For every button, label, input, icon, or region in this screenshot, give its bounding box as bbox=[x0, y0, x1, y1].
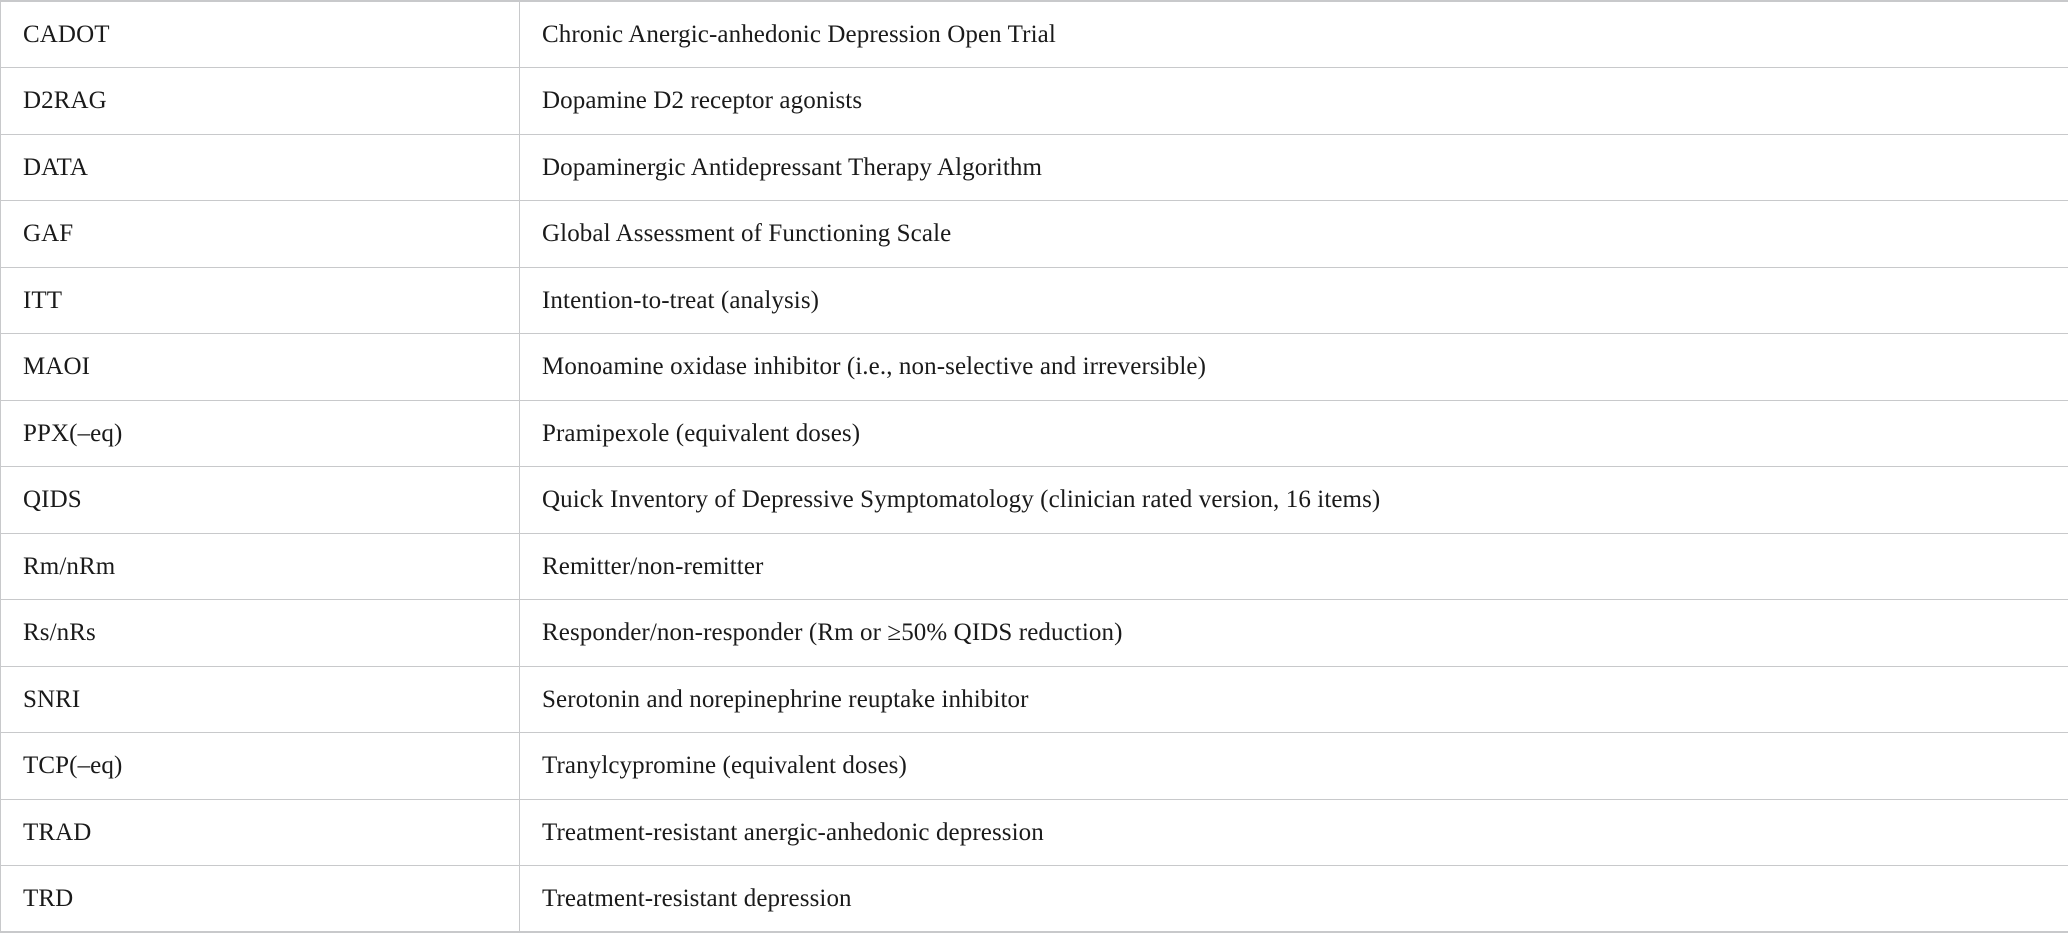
table-row bbox=[1, 134, 2068, 201]
abbreviations-table-body bbox=[1, 1, 2068, 932]
table-row bbox=[1, 467, 2068, 534]
abbreviation-cell: D2RAG bbox=[1, 68, 520, 135]
abbreviation-cell: GAF bbox=[1, 201, 520, 268]
definition-cell: Dopamine D2 receptor agonists bbox=[520, 68, 2068, 135]
table-row bbox=[1, 799, 2068, 866]
definition-cell: Global Assessment of Functioning Scale bbox=[520, 201, 2068, 268]
abbreviation-cell: TRD bbox=[1, 866, 520, 933]
table-row bbox=[1, 866, 2068, 933]
table-row bbox=[1, 201, 2068, 268]
abbreviation-cell: CADOT bbox=[1, 1, 520, 68]
definition-cell: Remitter/non-remitter bbox=[520, 533, 2068, 600]
table-row bbox=[1, 68, 2068, 135]
table-row bbox=[1, 334, 2068, 401]
table-row bbox=[1, 600, 2068, 667]
definition-cell: Monoamine oxidase inhibitor (i.e., non-selective and irreversible) bbox=[520, 334, 2068, 401]
table-row bbox=[1, 533, 2068, 600]
definition-cell: Quick Inventory of Depressive Symptomatology (clinician rated version, 16 items) bbox=[520, 467, 2068, 534]
abbreviation-cell: Rm/nRm bbox=[1, 533, 520, 600]
definition-cell: Chronic Anergic-anhedonic Depression Open Trial bbox=[520, 1, 2068, 68]
definition-cell: Pramipexole (equivalent doses) bbox=[520, 400, 2068, 467]
definition-cell: Treatment-resistant depression bbox=[520, 866, 2068, 933]
definition-cell: Dopaminergic Antidepressant Therapy Algorithm bbox=[520, 134, 2068, 201]
abbreviation-cell: MAOI bbox=[1, 334, 520, 401]
definition-cell: Treatment-resistant anergic-anhedonic depression bbox=[520, 799, 2068, 866]
definition-cell: Intention-to-treat (analysis) bbox=[520, 267, 2068, 334]
table-row bbox=[1, 666, 2068, 733]
abbreviation-cell: DATA bbox=[1, 134, 520, 201]
table-row bbox=[1, 400, 2068, 467]
abbreviation-cell: PPX(–eq) bbox=[1, 400, 520, 467]
abbreviation-cell: TCP(–eq) bbox=[1, 733, 520, 800]
abbreviation-cell: QIDS bbox=[1, 467, 520, 534]
abbreviation-cell: TRAD bbox=[1, 799, 520, 866]
table-row bbox=[1, 1, 2068, 68]
definition-cell: Tranylcypromine (equivalent doses) bbox=[520, 733, 2068, 800]
definition-cell: Responder/non-responder (Rm or ≥50% QIDS reduction) bbox=[520, 600, 2068, 667]
table-row bbox=[1, 733, 2068, 800]
abbreviation-cell: SNRI bbox=[1, 666, 520, 733]
table-row bbox=[1, 267, 2068, 334]
abbreviation-cell: Rs/nRs bbox=[1, 600, 520, 667]
definition-cell: Serotonin and norepinephrine reuptake inhibitor bbox=[520, 666, 2068, 733]
abbreviation-cell: ITT bbox=[1, 267, 520, 334]
